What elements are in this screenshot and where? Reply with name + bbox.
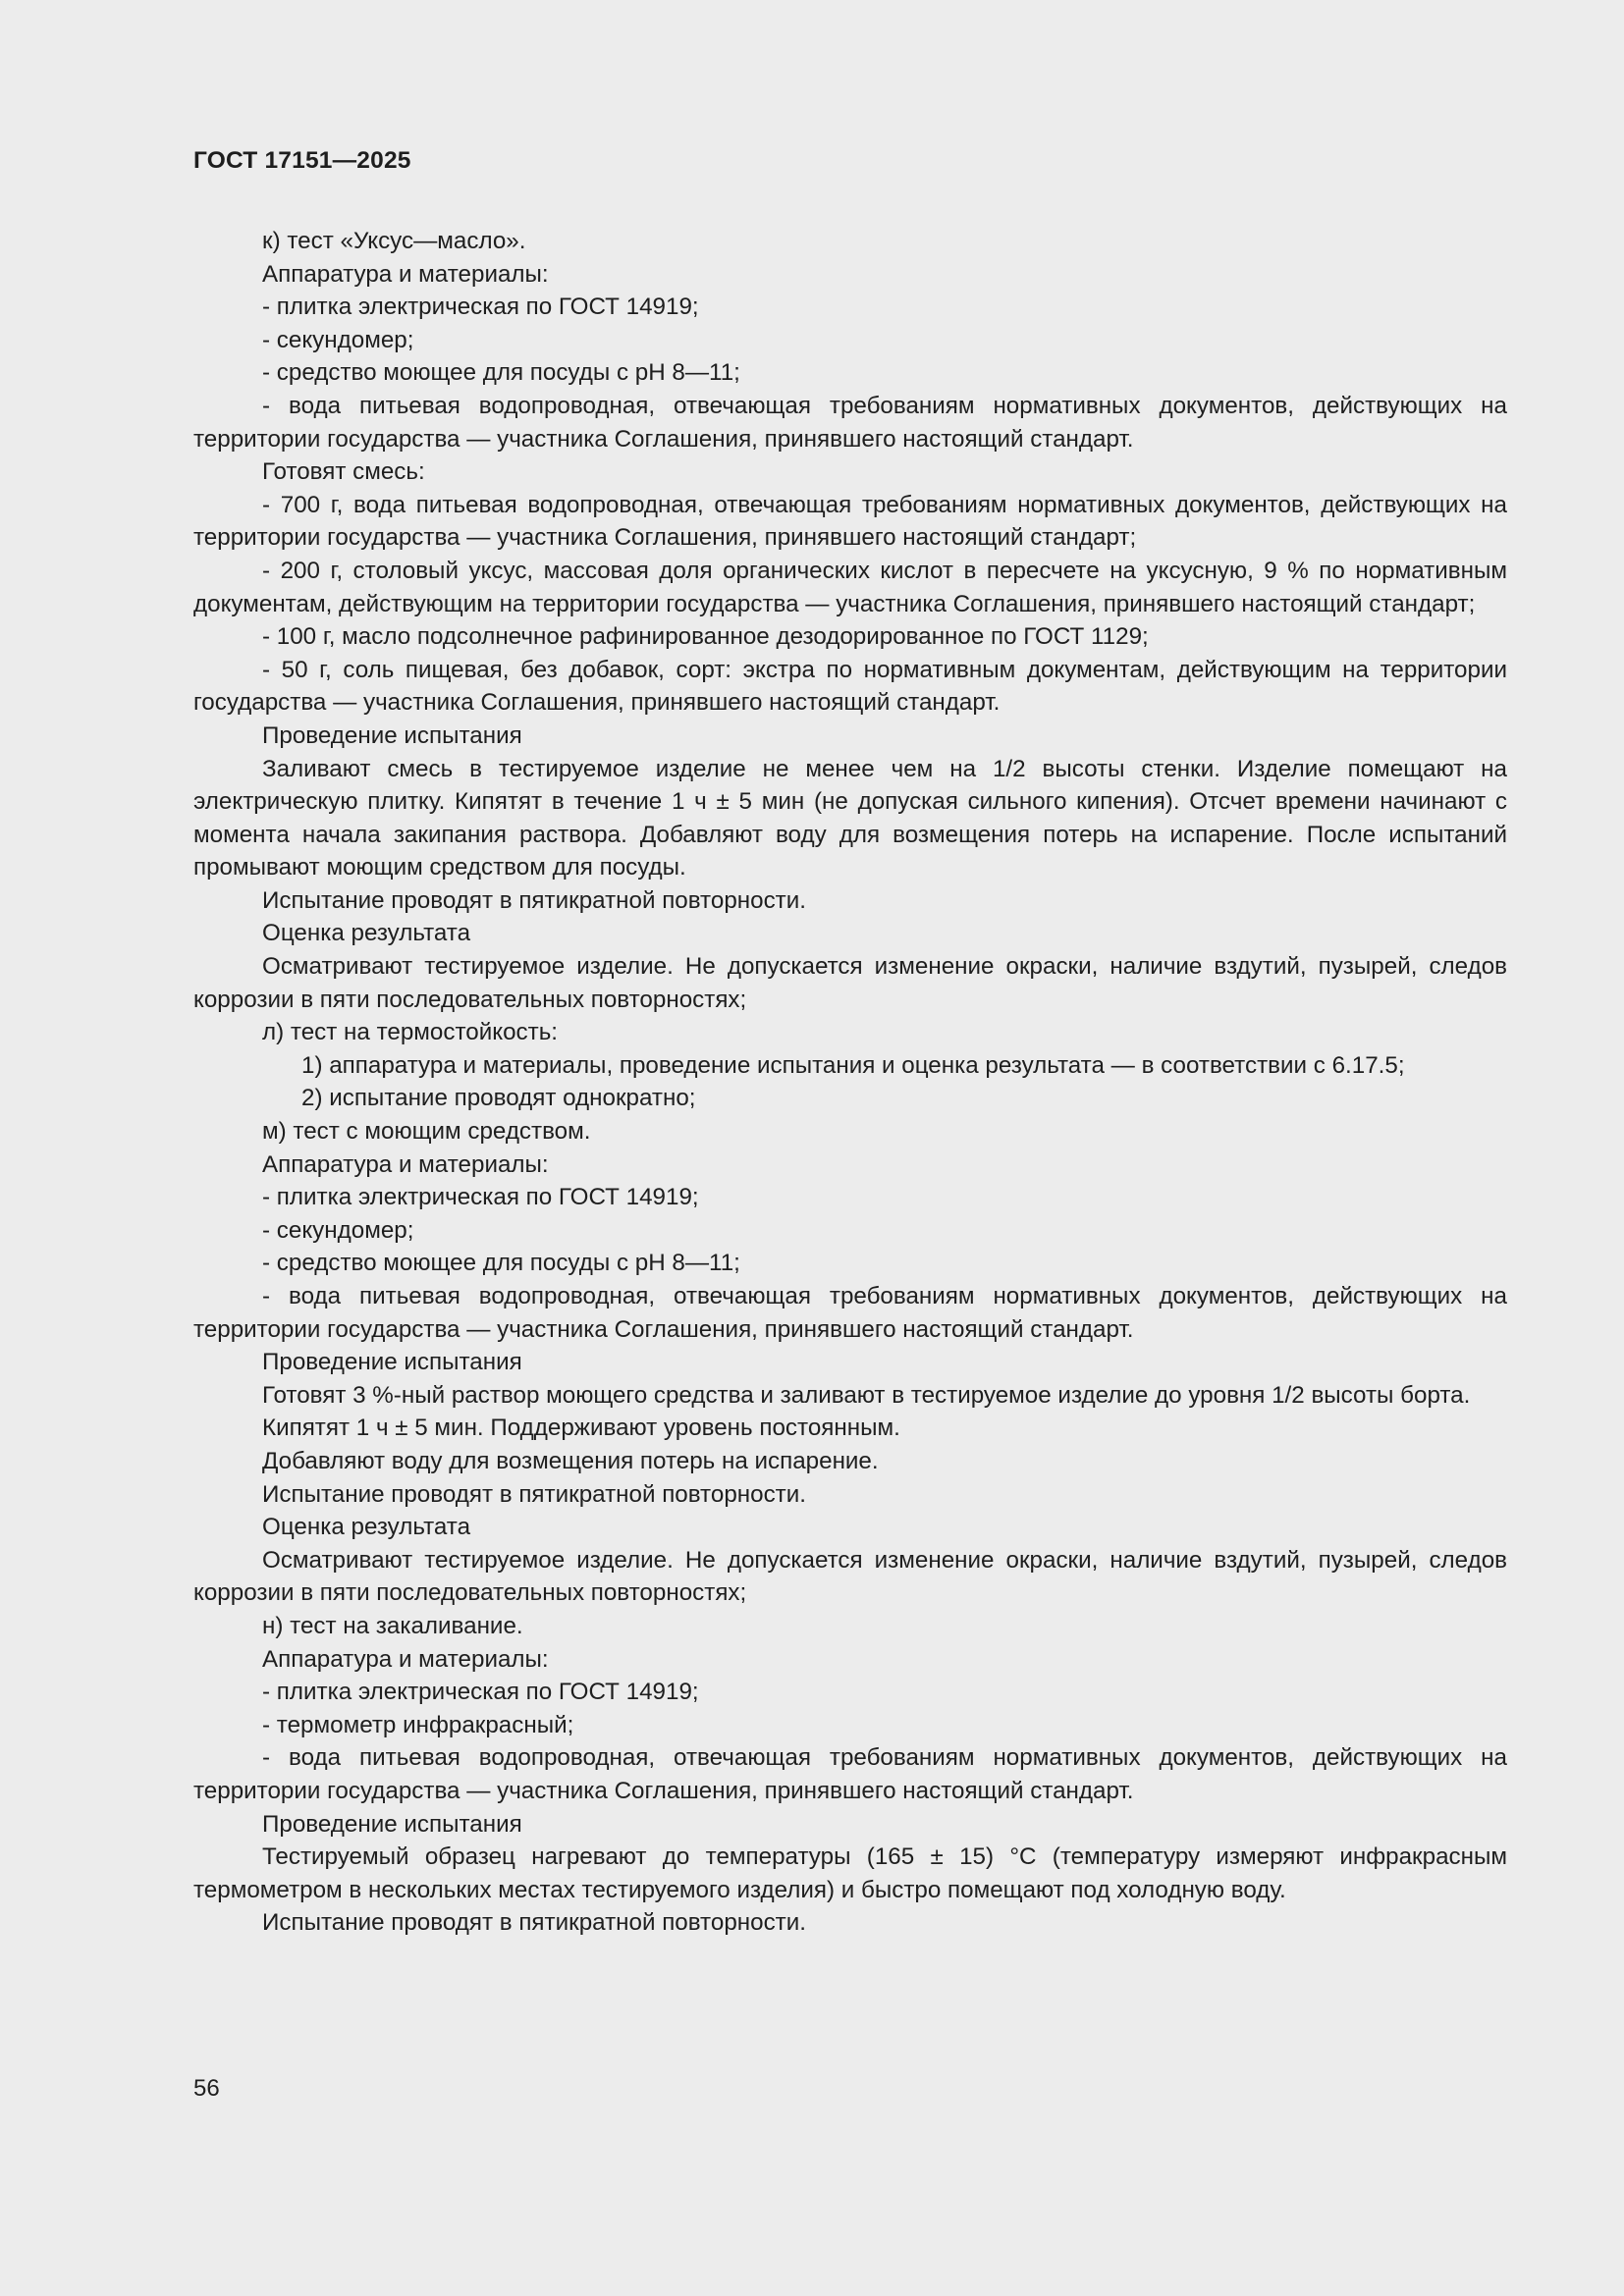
paragraph: Проведение испытания xyxy=(262,1810,522,1838)
paragraph: Аппаратура и материалы: xyxy=(262,1150,549,1178)
paragraph: Готовят смесь: xyxy=(262,458,425,486)
paragraph: Осматривают тестируемое изделие. Не допускается изменение окраски, наличие вздутий, пузырей, следов коррозии в пяти последовательных повторностях; xyxy=(193,953,1507,1013)
paragraph: 1) аппаратура и материалы, проведение испытания и оценка результата — в соответствии с 6.17.5; xyxy=(301,1051,1405,1079)
paragraph: - плитка электрическая по ГОСТ 14919; xyxy=(262,1679,699,1706)
paragraph: Аппаратура и материалы: xyxy=(262,1645,549,1673)
document-body xyxy=(193,225,1507,1940)
paragraph: Кипятят 1 ч ± 5 мин. Поддерживают уровень постоянным. xyxy=(262,1415,900,1442)
paragraph: Тестируемый образец нагревают до температуры (165 ± 15) °C (температуру измеряют инфракрасным термометром в нескольких местах тестируемого изделия) и быстро помещают под холодную воду. xyxy=(193,1843,1507,1903)
paragraph: - средство моющее для посуды с pH 8—11; xyxy=(262,359,740,387)
paragraph: Осматривают тестируемое изделие. Не допускается изменение окраски, наличие вздутий, пузырей, следов коррозии в пяти последовательных повторностях; xyxy=(193,1546,1507,1607)
paragraph: Испытание проводят в пятикратной повторности. xyxy=(262,886,806,914)
page-number: 56 xyxy=(193,2075,220,2102)
paragraph: - 700 г, вода питьевая водопроводная, отвечающая требованиям нормативных документов, действующих на территории государства — участника Соглашения, принявшего настоящий стандарт; xyxy=(193,491,1507,552)
paragraph: Готовят 3 %-ный раствор моющего средства и заливают в тестируемое изделие до уровня 1/2 высоты борта. xyxy=(262,1381,1471,1409)
paragraph: 2) испытание проводят однократно; xyxy=(301,1085,696,1112)
paragraph: - вода питьевая водопроводная, отвечающая требованиям нормативных документов, действующих на территории государства — участника Соглашения, принявшего настоящий стандарт. xyxy=(193,392,1507,453)
paragraph: - вода питьевая водопроводная, отвечающая требованиям нормативных документов, действующих на территории государства — участника Соглашения, принявшего настоящий стандарт. xyxy=(193,1744,1507,1804)
paragraph: Оценка результата xyxy=(262,1514,471,1541)
paragraph: - секундомер; xyxy=(262,326,414,353)
paragraph: Проведение испытания xyxy=(262,721,522,749)
paragraph: к) тест «Уксус—масло». xyxy=(262,228,526,254)
page-header: ГОСТ 17151—2025 xyxy=(193,147,411,174)
paragraph: Испытание проводят в пятикратной повторности. xyxy=(262,1909,806,1937)
paragraph: Оценка результата xyxy=(262,920,471,947)
paragraph: Проведение испытания xyxy=(262,1349,522,1376)
paragraph: - плитка электрическая по ГОСТ 14919; xyxy=(262,294,699,321)
paragraph: Аппаратура и материалы: xyxy=(262,260,549,288)
paragraph: - секундомер; xyxy=(262,1216,414,1244)
paragraph: - плитка электрическая по ГОСТ 14919; xyxy=(262,1184,699,1211)
paragraph: - вода питьевая водопроводная, отвечающая требованиям нормативных документов, действующих на территории государства — участника Соглашения, принявшего настоящий стандарт. xyxy=(193,1283,1507,1343)
paragraph: Испытание проводят в пятикратной повторности. xyxy=(262,1480,806,1508)
paragraph: м) тест с моющим средством. xyxy=(262,1118,591,1146)
paragraph: - 50 г, соль пищевая, без добавок, сорт: экстра по нормативным документам, действующим на территории государства — участника Соглашения, принявшего настоящий стандарт. xyxy=(193,656,1507,717)
paragraph: - 200 г, столовый уксус, массовая доля органических кислот в пересчете на уксусную, 9 % по нормативным документам, действующим на территории государства — участника Соглашения, принявшего настоящий стандарт; xyxy=(193,557,1507,617)
paragraph: - термометр инфракрасный; xyxy=(262,1711,574,1738)
paragraph: Добавляют воду для возмещения потерь на испарение. xyxy=(262,1447,879,1474)
paragraph: н) тест на закаливание. xyxy=(262,1612,523,1639)
paragraph: - 100 г, масло подсолнечное рафинированное дезодорированное по ГОСТ 1129; xyxy=(262,623,1149,651)
paragraph: - средство моющее для посуды с pH 8—11; xyxy=(262,1250,740,1277)
paragraph: Заливают смесь в тестируемое изделие не менее чем на 1/2 высоты стенки. Изделие помещают на электрическую плитку. Кипятят в течение 1 ч ± 5 мин (не допуская сильного кипения). Отсчет времени начинают с момента начала закипания раствора. Добавляют воду для возмещения потерь на испарение. После испытаний промывают моющим средством для посуды. xyxy=(193,755,1507,881)
paragraph: л) тест на термостойкость: xyxy=(262,1019,559,1046)
